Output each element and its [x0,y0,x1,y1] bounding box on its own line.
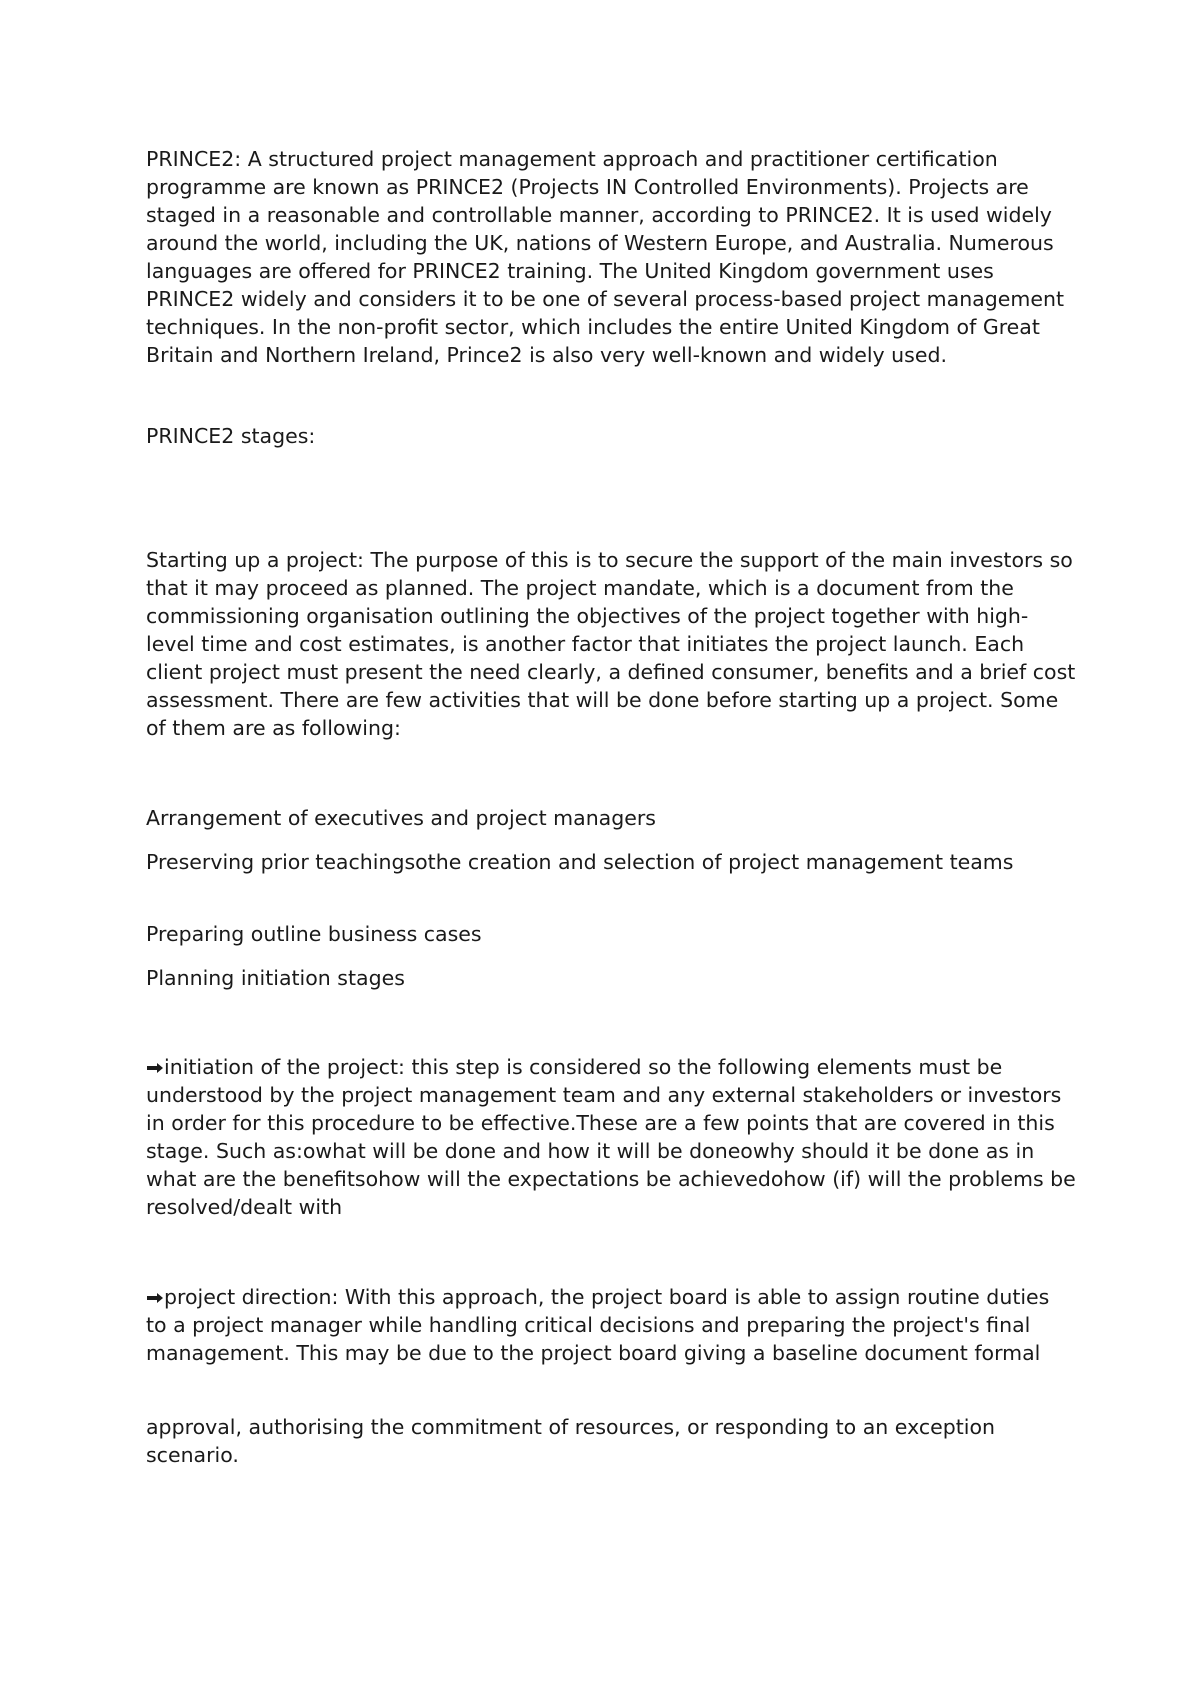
arrow-bullet-icon [146,1061,164,1075]
direction-text: project direction: With this approach, the project board is able to assign routine duties to a project manager while handling critical decisions and preparing the project's final management. This may be due to the project board giving a baseline document formal [146,1285,1050,1365]
starting-up-paragraph: Starting up a project: The purpose of this is to secure the support of the main investors so that it may proceed as planned. The project mandate, which is a document from the commissioning organisation outlining the objectives of the project together with high-level time and cost estimates, is another factor that initiates the project launch. Each client project must present the need clearly, a defined consumer, benefits and a brief cost assessment. There are few activities that will be done before starting up a project. Some of them are as following: [146,548,1076,740]
arrow-bullet-icon [146,1291,164,1305]
direction-paragraph [146,1283,1076,1367]
initiation-text: initiation of the project: this step is considered so the following elements must be understood by the project management team and any external stakeholders or investors in order for this procedure to be effective.These are a few points that are covered in this stage. Such as:owhat will be done and how it will be doneowhy should it be done as in what are the benefitsohow will the expectations be achievedohow (if) will the problems be resolved/dealt with [146,1055,1076,1219]
activity-item-1: Arrangement of executives and project managers [146,806,656,830]
initiation-paragraph [146,1053,1076,1221]
activity-item-4: Planning initiation stages [146,966,405,990]
stages-heading: PRINCE2 stages: [146,424,316,448]
intro-paragraph: PRINCE2: A structured project management approach and practitioner certification programme are known as PRINCE2 (Projects IN Controlled Environments). Projects are staged in a reasonable and controllable manner, according to PRINCE2. It is used widely around the world, including the UK, nations of Western Europe, and Australia. Numerous languages are offered for PRINCE2 training. The United Kingdom government uses PRINCE2 widely and considers it to be one of several process-based project management techniques. In the non-profit sector, which includes the entire United Kingdom of Great Britain and Northern Ireland, Prince2 is also very well-known and widely used. [146,147,1064,367]
activity-item-3: Preparing outline business cases [146,922,482,946]
activity-item-2: Preserving prior teachingsothe creation and selection of project management teams [146,850,1014,874]
direction-continued-paragraph: approval, authorising the commitment of resources, or responding to an exception scenario. [146,1415,995,1467]
